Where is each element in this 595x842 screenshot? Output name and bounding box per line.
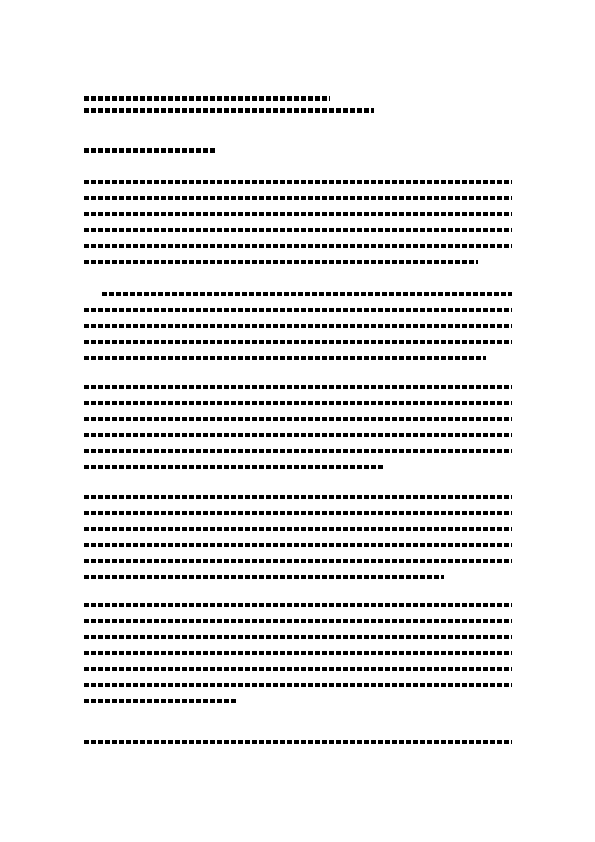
text-line xyxy=(84,417,512,421)
text-line xyxy=(84,228,512,232)
text-line xyxy=(84,651,512,655)
section-subheading xyxy=(84,148,216,160)
text-line xyxy=(84,683,512,687)
text-line xyxy=(84,635,512,639)
text-line xyxy=(84,180,512,184)
text-line xyxy=(84,575,444,579)
text-line xyxy=(84,667,512,671)
text-line xyxy=(84,619,512,623)
text-line xyxy=(84,511,512,515)
text-line xyxy=(84,527,512,531)
text-line xyxy=(84,385,512,389)
paragraph-6 xyxy=(84,740,512,756)
text-line xyxy=(102,292,512,296)
text-line xyxy=(84,495,512,499)
text-line xyxy=(84,340,512,344)
text-line xyxy=(84,244,512,248)
text-line xyxy=(84,260,478,264)
text-line xyxy=(84,308,512,312)
text-line xyxy=(84,465,384,469)
text-line xyxy=(84,543,512,547)
subheading-line xyxy=(84,148,216,153)
text-line xyxy=(84,603,512,607)
paragraph-2 xyxy=(84,292,512,372)
header-line-1 xyxy=(84,96,330,101)
text-line xyxy=(84,559,512,563)
paragraph-5 xyxy=(84,603,512,715)
text-line xyxy=(84,212,512,216)
text-line xyxy=(84,449,512,453)
text-line xyxy=(84,324,512,328)
text-line xyxy=(84,699,238,703)
text-line xyxy=(84,356,486,360)
text-line xyxy=(84,740,512,744)
paragraph-1 xyxy=(84,180,512,276)
document-header xyxy=(84,96,374,120)
text-line xyxy=(84,196,512,200)
paragraph-3 xyxy=(84,385,512,481)
text-line xyxy=(84,433,512,437)
paragraph-4 xyxy=(84,495,512,591)
header-line-2 xyxy=(84,108,374,113)
text-line xyxy=(84,401,512,405)
